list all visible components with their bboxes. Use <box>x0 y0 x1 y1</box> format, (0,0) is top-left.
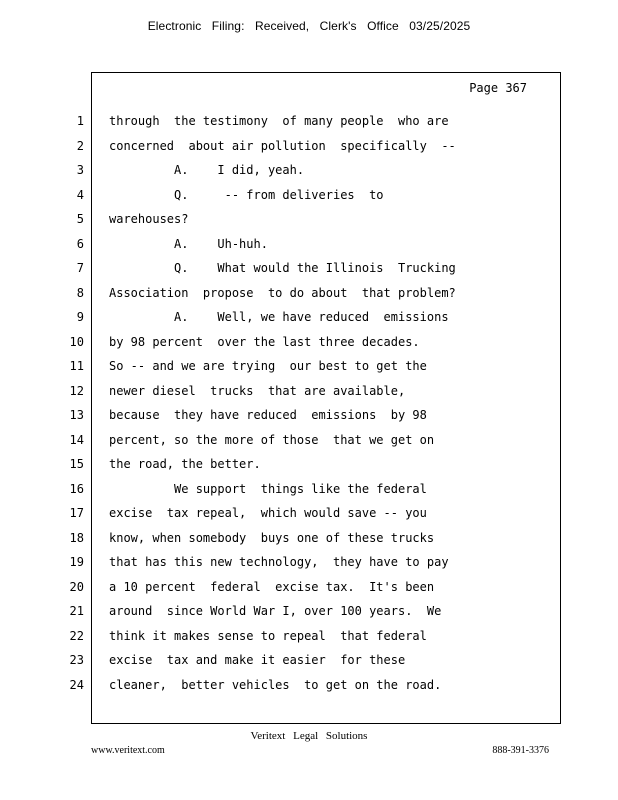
line-number: 23 <box>69 653 84 667</box>
transcript-line: Association propose to do about that problem? <box>109 285 456 300</box>
line-number: 14 <box>69 432 84 447</box>
line-number: 19 <box>69 555 84 569</box>
filing-header: Electronic Filing: Received, Clerk's Office 03/25/2025 <box>147 19 471 33</box>
line-number: 17 <box>69 506 84 520</box>
line-number: 21 <box>69 604 84 618</box>
transcript-text <box>109 112 549 700</box>
line-number: 11 <box>69 359 84 373</box>
line-number: 4 <box>76 187 84 202</box>
page-number <box>377 81 527 95</box>
transcript-line: A. I did, yeah. <box>109 163 305 177</box>
transcript-line: newer diesel trucks that are available, <box>109 383 406 398</box>
transcript-line: excise tax and make it easier for these <box>109 653 406 667</box>
transcript-line: think it makes sense to repeal that federal <box>109 628 427 643</box>
line-number: 13 <box>69 408 84 422</box>
footer-company: Veritext Legal Solutions <box>250 730 368 742</box>
transcript-line: concerned about air pollution specifically -- <box>109 138 456 153</box>
line-number: 5 <box>76 212 84 226</box>
transcript-line: by 98 percent over the last three decades. <box>109 334 420 349</box>
transcript-line: A. Well, we have reduced emissions <box>109 310 449 324</box>
transcript-line: that has this new technology, they have to pay <box>109 555 449 569</box>
transcript-line: So -- and we are trying our best to get the <box>109 359 427 373</box>
transcript-line: Q. -- from deliveries to <box>109 187 384 202</box>
line-number: 2 <box>76 138 84 153</box>
transcript-line: the road, the better. <box>109 457 261 471</box>
line-number: 24 <box>69 677 84 692</box>
line-number: 8 <box>76 285 84 300</box>
line-number: 10 <box>69 334 84 349</box>
transcript-line: A. Uh-huh. <box>109 236 268 251</box>
line-number-column <box>58 112 84 700</box>
line-number: 6 <box>76 236 84 251</box>
transcript-line: cleaner, better vehicles to get on the road. <box>109 677 442 692</box>
transcript-line: percent, so the more of those that we get on <box>109 432 435 447</box>
transcript-line: warehouses? <box>109 212 189 226</box>
footer-phone: 888-391-3376 <box>492 745 549 756</box>
line-number: 16 <box>69 481 84 496</box>
line-number: 1 <box>76 114 84 128</box>
page-number-label: Page 367 <box>469 81 527 95</box>
line-number: 20 <box>69 579 84 594</box>
line-number: 3 <box>76 163 84 177</box>
transcript-line: excise tax repeal, which would save -- you <box>109 506 427 520</box>
line-number: 18 <box>69 530 84 545</box>
line-number: 12 <box>69 383 84 398</box>
transcript-line: know, when somebody buys one of these trucks <box>109 530 435 545</box>
transcript-line: around since World War I, over 100 years. We <box>109 604 442 618</box>
line-number: 9 <box>76 310 84 324</box>
transcript-line: Q. What would the Illinois Trucking <box>109 261 456 275</box>
transcript-line: We support things like the federal <box>109 481 427 496</box>
footer-website: www.veritext.com <box>91 745 165 756</box>
transcript-line: a 10 percent federal excise tax. It's been <box>109 579 435 594</box>
line-number: 7 <box>76 261 84 275</box>
line-number: 22 <box>69 628 84 643</box>
line-number: 15 <box>69 457 84 471</box>
transcript-line: through the testimony of many people who are <box>109 114 449 128</box>
transcript-line: because they have reduced emissions by 98 <box>109 408 427 422</box>
